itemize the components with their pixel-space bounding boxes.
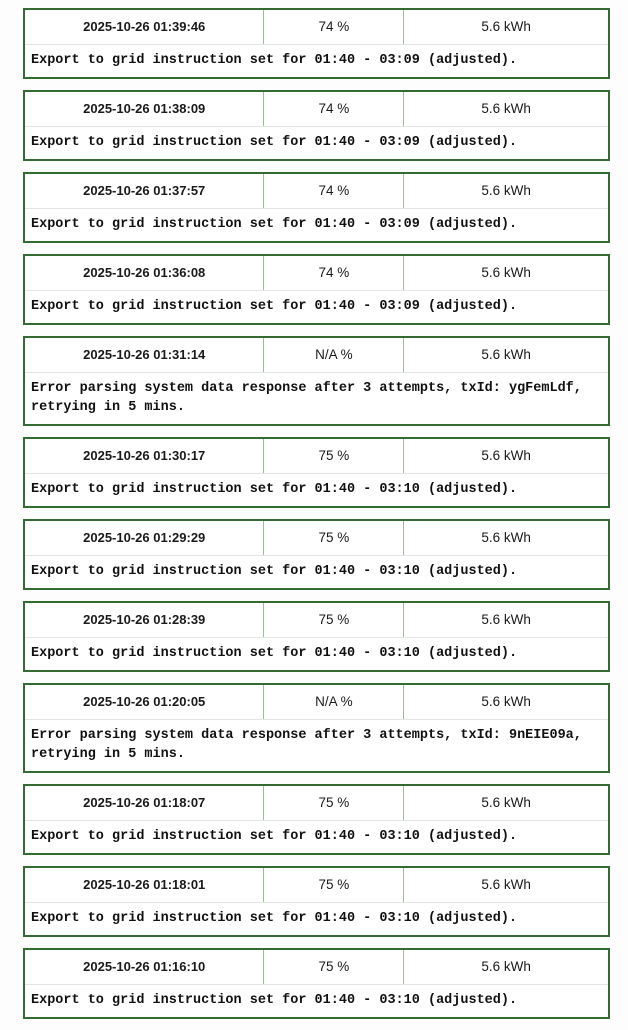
log-entry-header [25,256,608,291]
entry-message: Export to grid instruction set for 01:40 - 03:09 (adjusted). [31,53,518,68]
entry-soc-percent: 75 % [263,950,403,984]
entry-soc-percent: N/A % [263,685,403,719]
entry-timestamp: 2025-10-26 01:39:46 [83,19,206,34]
entry-message: Export to grid instruction set for 01:40 - 03:09 (adjusted). [31,135,518,150]
log-entry-card [23,90,610,161]
entry-message: Export to grid instruction set for 01:40 - 03:09 (adjusted). [31,217,518,232]
entry-timestamp: 2025-10-26 01:28:39 [83,612,206,627]
entry-energy-kwh: 5.6 kWh [403,92,608,126]
log-entry-header [25,92,608,127]
log-entry-header [25,603,608,638]
entry-soc-percent: 75 % [263,521,403,555]
entry-soc-percent: N/A % [263,338,403,372]
entry-soc-percent: 75 % [263,786,403,820]
log-entry-card [23,948,610,1019]
log-entry-card [23,601,610,672]
entry-message: Export to grid instruction set for 01:40 - 03:10 (adjusted). [31,564,518,579]
log-entry-card [23,683,610,773]
log-entry-header [25,10,608,45]
log-entry-card [23,866,610,937]
entry-soc-percent: 74 % [263,174,403,208]
entry-timestamp: 2025-10-26 01:16:10 [83,959,206,974]
log-entry-header [25,439,608,474]
entry-timestamp: 2025-10-26 01:37:57 [83,183,206,198]
entry-timestamp: 2025-10-26 01:30:17 [83,448,206,463]
entry-timestamp: 2025-10-26 01:38:09 [83,101,206,116]
log-entry-header [25,950,608,985]
entry-message: Error parsing system data response after 3 attempts, txId: 9nEIE09a, retrying in 5 mins. [31,728,582,762]
entry-soc-percent: 75 % [263,868,403,902]
log-entry-card [23,172,610,243]
log-entry-header [25,786,608,821]
log-entry-header [25,521,608,556]
log-entry-card [23,519,610,590]
entry-energy-kwh: 5.6 kWh [403,950,608,984]
entry-energy-kwh: 5.6 kWh [403,685,608,719]
entry-energy-kwh: 5.6 kWh [403,868,608,902]
entry-timestamp: 2025-10-26 01:36:08 [83,265,206,280]
entry-message: Export to grid instruction set for 01:40 - 03:10 (adjusted). [31,993,518,1008]
entry-timestamp: 2025-10-26 01:29:29 [83,530,206,545]
entry-soc-percent: 74 % [263,92,403,126]
entry-energy-kwh: 5.6 kWh [403,786,608,820]
entry-energy-kwh: 5.6 kWh [403,521,608,555]
entry-energy-kwh: 5.6 kWh [403,174,608,208]
entry-timestamp: 2025-10-26 01:20:05 [83,694,206,709]
entry-soc-percent: 74 % [263,10,403,44]
entry-message: Export to grid instruction set for 01:40 - 03:10 (adjusted). [31,911,518,926]
log-entry-header [25,338,608,373]
entry-energy-kwh: 5.6 kWh [403,603,608,637]
log-entry-card [23,437,610,508]
entry-message: Export to grid instruction set for 01:40 - 03:09 (adjusted). [31,299,518,314]
log-entry-header [25,174,608,209]
log-entry-card [23,784,610,855]
entry-timestamp: 2025-10-26 01:31:14 [83,347,206,362]
entry-soc-percent: 75 % [263,439,403,473]
log-entry-card [23,8,610,79]
entry-message: Export to grid instruction set for 01:40 - 03:10 (adjusted). [31,482,518,497]
log-entry-card [23,254,610,325]
entry-energy-kwh: 5.6 kWh [403,10,608,44]
entry-message: Export to grid instruction set for 01:40 - 03:10 (adjusted). [31,829,518,844]
entry-message: Error parsing system data response after 3 attempts, txId: ygFemLdf, retrying in 5 mins. [31,381,582,415]
entry-timestamp: 2025-10-26 01:18:07 [83,795,206,810]
entry-message: Export to grid instruction set for 01:40 - 03:10 (adjusted). [31,646,518,661]
entry-timestamp: 2025-10-26 01:18:01 [83,877,206,892]
entry-energy-kwh: 5.6 kWh [403,338,608,372]
entry-energy-kwh: 5.6 kWh [403,439,608,473]
entry-energy-kwh: 5.6 kWh [403,256,608,290]
log-entry-header [25,685,608,720]
entry-soc-percent: 75 % [263,603,403,637]
log-entry-card [23,336,610,426]
entry-soc-percent: 74 % [263,256,403,290]
log-entry-header [25,868,608,903]
